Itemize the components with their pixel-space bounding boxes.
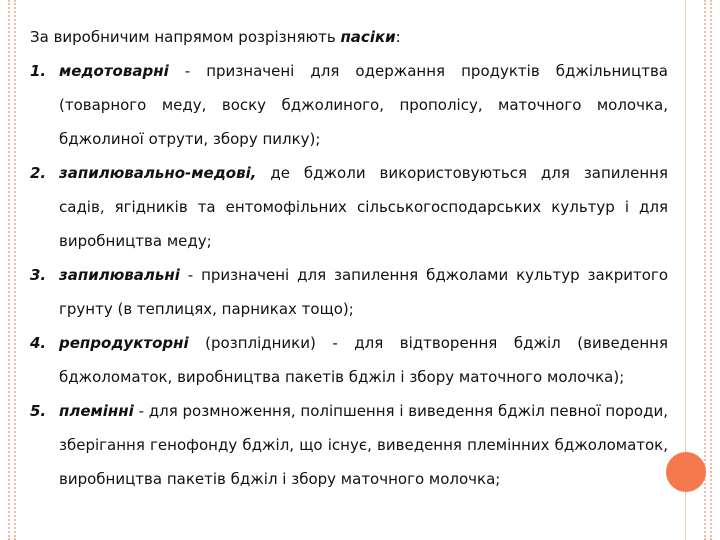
- apiary-types-list: [30, 54, 668, 496]
- item-text: (розплідники) - для відтворення бджіл (виведення бджоломаток, виробництва пакетів бджіл і збору маточного молочка);: [59, 334, 668, 386]
- item-term: репродукторні: [59, 334, 189, 352]
- slide-content: [30, 20, 668, 496]
- left-decorative-border: [8, 0, 16, 540]
- intro-text: За виробничим напрямом розрізняють: [30, 28, 341, 46]
- item-text: - призначені для запилення бджолами культур закритого грунту (в теплицях, парниках тощо);: [59, 266, 668, 318]
- list-item: [30, 326, 668, 394]
- item-text: де бджоли використовуються для запилення садів, ягідників та ентомофільних сільськогосподарських культур і для виробництва меду;: [59, 164, 668, 250]
- list-item: [30, 394, 668, 496]
- item-number: 1.: [30, 62, 47, 80]
- item-term: запилювальні: [59, 266, 180, 284]
- item-number: 5.: [30, 402, 47, 420]
- intro-tail: :: [395, 28, 401, 46]
- item-term: запилювально-медові,: [59, 164, 257, 182]
- item-number: 4.: [30, 334, 47, 352]
- item-term: племінні: [59, 402, 134, 420]
- list-item: [30, 54, 668, 156]
- accent-circle: [666, 452, 706, 492]
- intro-term: пасіки: [340, 28, 396, 46]
- list-item: [30, 156, 668, 258]
- list-item: [30, 258, 668, 326]
- item-term: медотоварні: [59, 62, 169, 80]
- item-number: 3.: [30, 266, 47, 284]
- intro-paragraph: [30, 20, 668, 54]
- right-decorative-border: [704, 0, 712, 540]
- item-text: - призначені для одержання продуктів бджільництва (товарного меду, воску бджолиного, прополісу, маточного молочка, бджолиної отрути, збору пилку);: [59, 62, 668, 148]
- item-number: 2.: [30, 164, 47, 182]
- item-text: - для розмноження, поліпшення і виведення бджіл певної породи, зберігання генофонду бджіл, що існує, виведення племінних бджоломаток, виробництва пакетів бджіл і збору маточного молочка;: [59, 402, 668, 488]
